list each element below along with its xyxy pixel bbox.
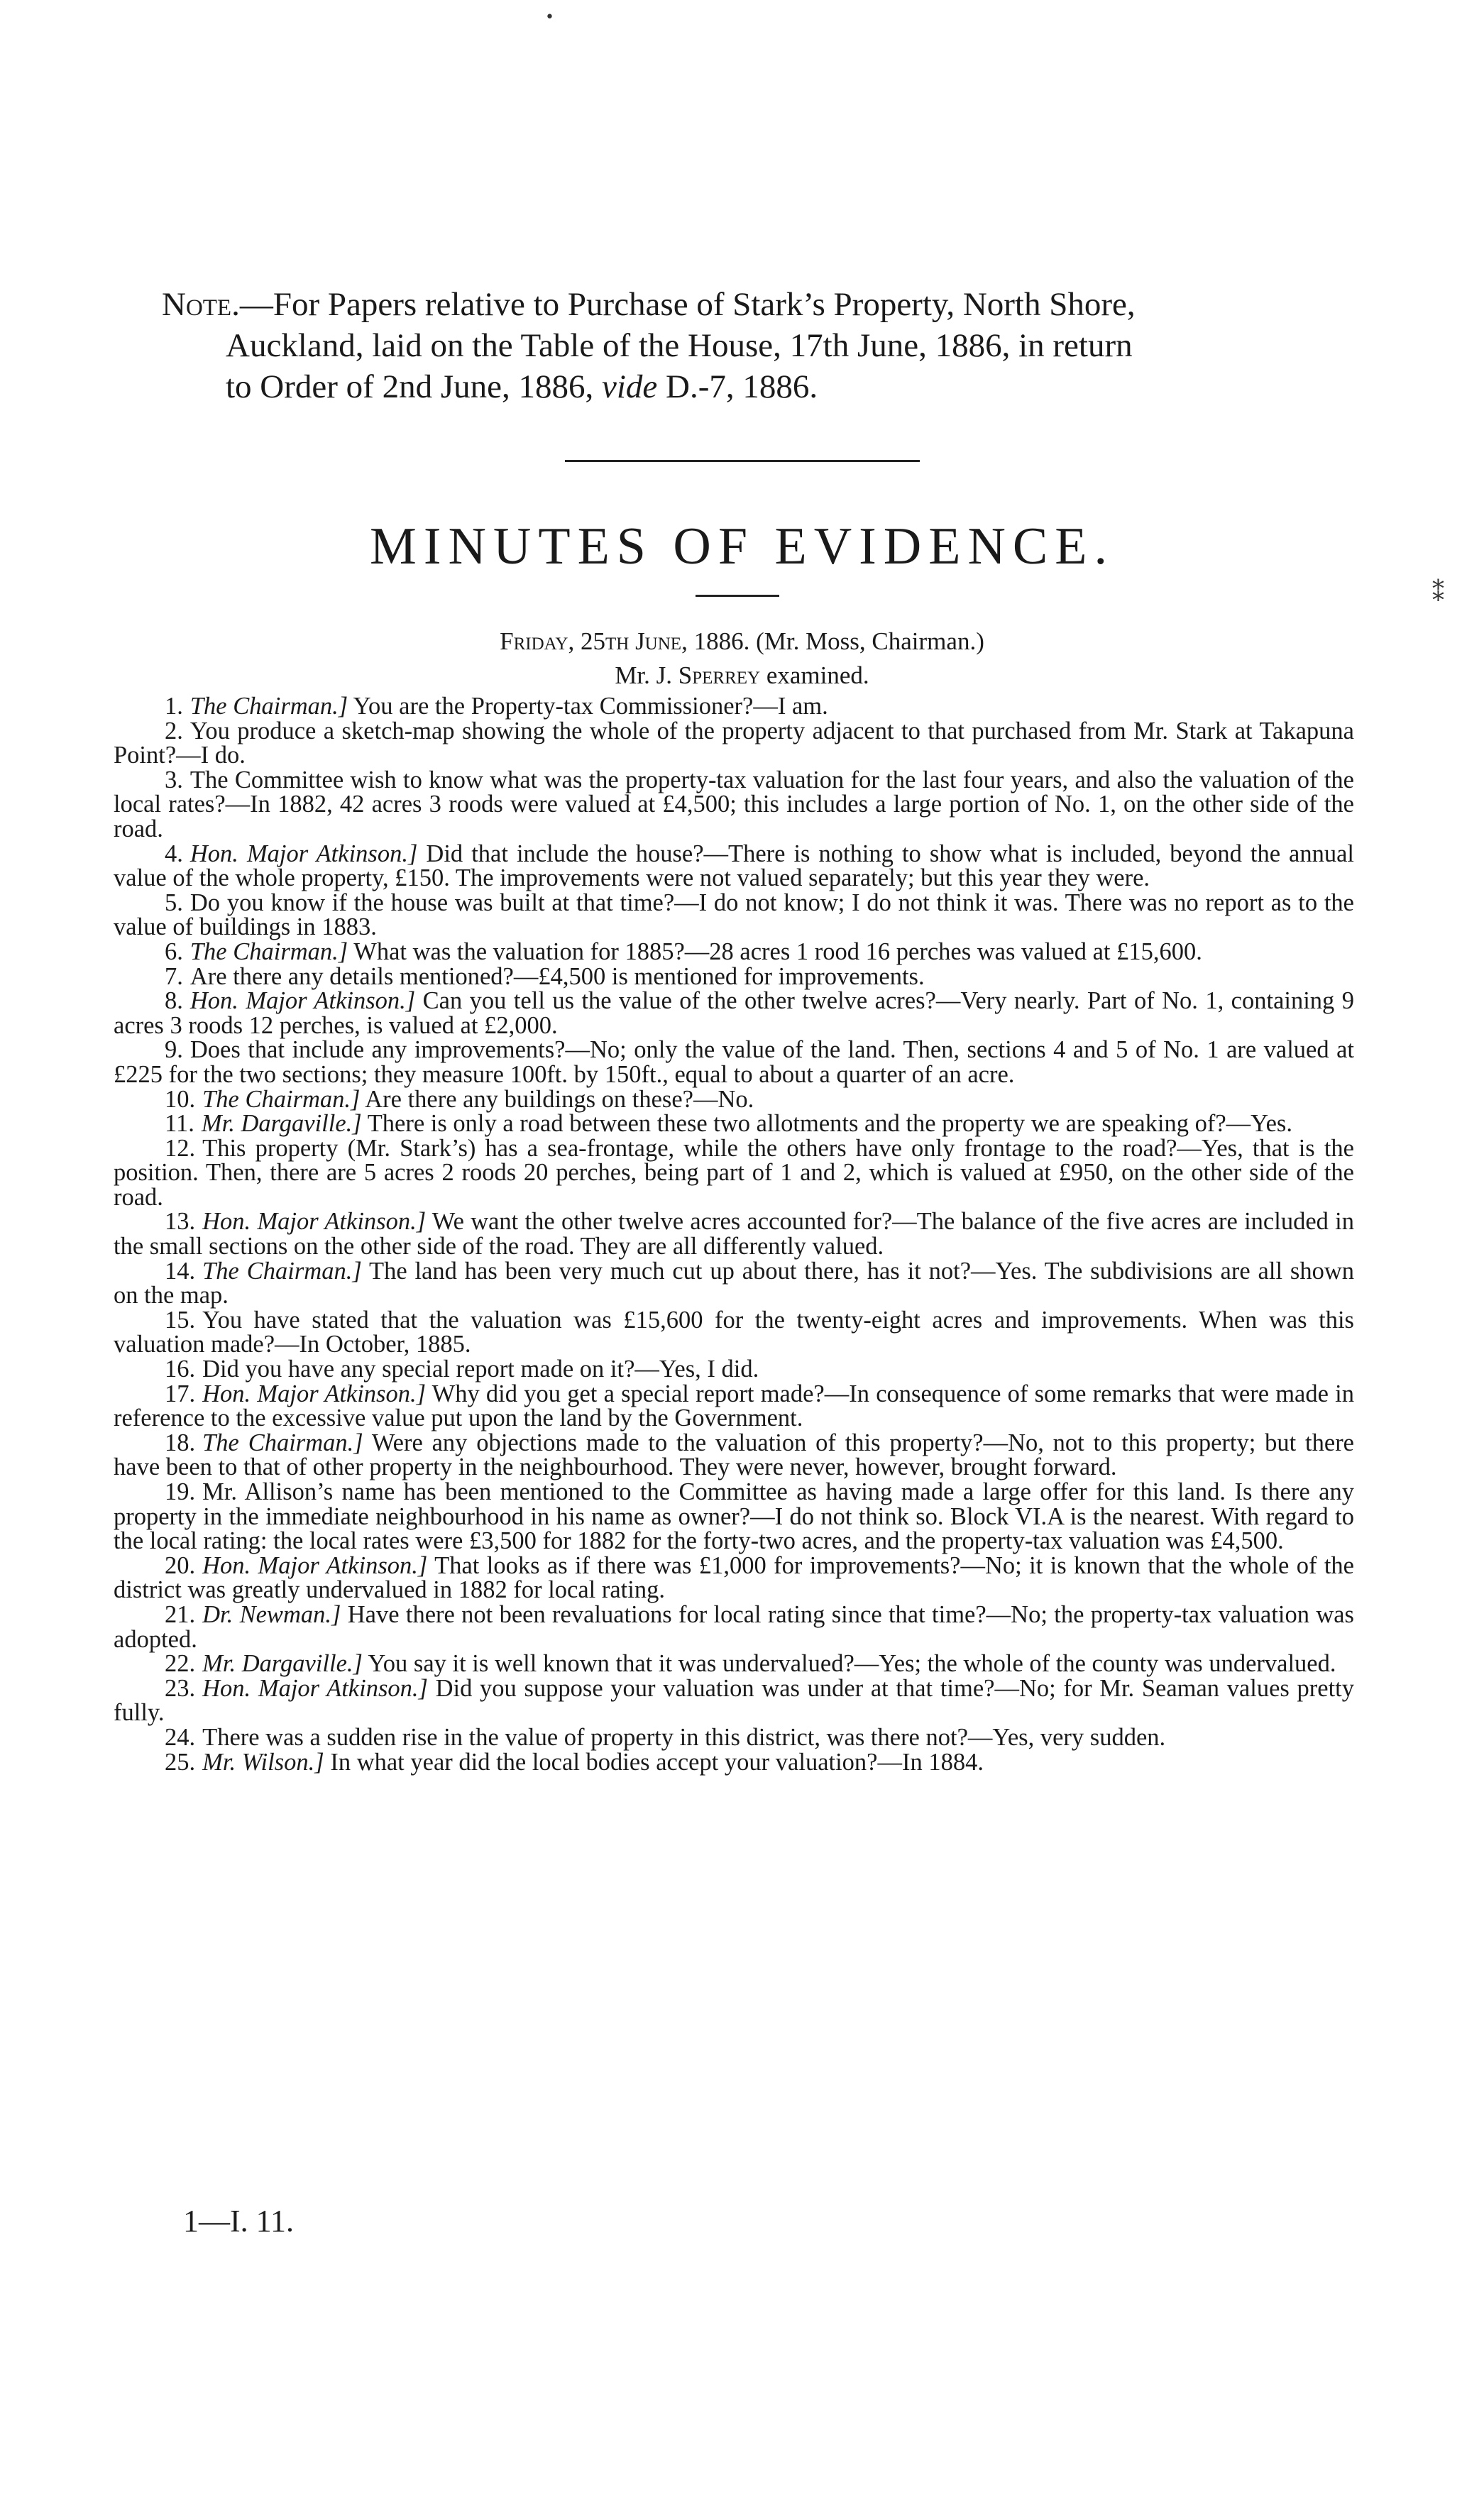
question-number: 1. xyxy=(165,693,183,720)
note-label: Note. xyxy=(162,286,240,323)
question-paragraph xyxy=(114,1209,1354,1258)
question-text: The Committee wish to know what was the property-tax valuation for the last four years, and also the valuation of the local rates?—In 1882, 42 acres 3 roods were valued at £4,500; this includes a large portion of No. 1, on the other side of the road. xyxy=(114,766,1354,842)
speaker: The Chairman.] xyxy=(189,693,348,720)
question-number: 7. xyxy=(165,962,183,990)
question-paragraph xyxy=(114,891,1354,940)
question-text: We want the other twelve acres accounted for?—The balance of the five acres are included in the small sections on the other side of the road. They are all differently valued. xyxy=(114,1208,1354,1260)
question-paragraph xyxy=(114,1111,1354,1136)
session-heading: Friday, 25th June, 1886. (Mr. Moss, Chairman.) xyxy=(500,627,984,655)
question-text: This property (Mr. Stark’s) has a sea-frontage, while the others have only frontage to the road?—Yes, that is the position. Then, there are 5 acres 2 roods 20 perches, being part of 1 and 2, which is valued at £950, on the other side of the road. xyxy=(114,1134,1354,1211)
question-text: The land has been very much cut up about there, has it not?—Yes. The subdivisions are all shown on the map. xyxy=(114,1257,1354,1309)
question-text: Did that include the house?—There is nothing to show what is included, beyond the annual value of the whole property, £150. The improvements were not valued separately; but this year they were. xyxy=(114,840,1354,892)
speaker: Mr. Dargaville.] xyxy=(201,1110,362,1138)
question-number: 19. xyxy=(165,1478,196,1505)
speaker: The Chairman.] xyxy=(202,1429,363,1456)
question-text: Did you have any special report made on it?—Yes, I did. xyxy=(202,1356,759,1383)
question-paragraph xyxy=(114,1357,1354,1382)
question-paragraph xyxy=(114,1038,1354,1087)
title-underline-rule xyxy=(696,595,779,597)
question-paragraph xyxy=(114,719,1354,768)
question-text: That looks as if there was £1,000 for improvements?—No; it is known that the whole of the district was greatly undervalued in 1882 for local rating. xyxy=(114,1551,1354,1604)
speaker: Hon. Major Atkinson.] xyxy=(202,1551,428,1579)
note-line-1: Note.—For Papers relative to Purchase of Stark’s Property, North Shore, xyxy=(162,286,1136,323)
folio-number: 1—I. 11. xyxy=(183,2204,295,2238)
speaker: The Chairman.] xyxy=(202,1257,362,1285)
question-text: What was the valuation for 1885?—28 acres 1 rood 16 perches was valued at £15,600. xyxy=(348,938,1202,965)
question-text: Mr. Allison’s name has been mentioned to the Committee as having made a large offer for this land. Is there any property in the immediate neighbourhood in his name as owner?—I do not think so. Block VI.A is the nearest. With regard to the local rating: the local rates were £3,500 for 1882 for the forty-two acres, and the property-tax valuation was £4,500. xyxy=(114,1478,1354,1555)
question-number: 13. xyxy=(165,1208,196,1236)
note-line-3: to Order of 2nd June, 1886, vide D.-7, 1886. xyxy=(226,368,818,405)
question-paragraph xyxy=(114,1259,1354,1308)
speaker: Mr. Wilson.] xyxy=(202,1748,324,1776)
question-number: 3. xyxy=(165,766,183,793)
question-paragraph xyxy=(114,1600,1354,1653)
question-paragraph xyxy=(114,940,1354,965)
question-number: 24. xyxy=(165,1723,196,1751)
question-number: 25. xyxy=(165,1748,196,1776)
question-text: Does that include any improvements?—No; only the value of the land. Then, sections 4 and 5 of No. 1 are valued at £225 for the two sections; they measure 100ft. by 150ft., equal to about a quarter of an acre. xyxy=(114,1036,1354,1088)
speaker: Hon. Major Atkinson.] xyxy=(189,840,418,867)
question-paragraph xyxy=(114,962,1354,990)
question-number: 17. xyxy=(165,1380,196,1407)
note-vide: vide xyxy=(601,368,658,405)
top-speck-mark: • xyxy=(545,9,554,26)
question-paragraph xyxy=(114,1725,1354,1750)
question-text: Are there any buildings on these?—No. xyxy=(360,1085,754,1113)
question-paragraph xyxy=(114,989,1354,1038)
speaker: The Chairman.] xyxy=(202,1085,361,1113)
question-paragraph xyxy=(114,1431,1354,1480)
question-paragraph xyxy=(114,1652,1354,1676)
question-text: You have stated that the valuation was £15,600 for the twenty-eight acres and improvements. When was this valuation made?—In October, 1885. xyxy=(114,1306,1354,1358)
question-number: 18. xyxy=(165,1429,196,1456)
question-number: 8. xyxy=(165,987,183,1015)
question-number: 15. xyxy=(165,1306,196,1334)
question-paragraph xyxy=(114,1750,1354,1775)
speaker: Hon. Major Atkinson.] xyxy=(189,987,416,1015)
question-text: You are the Property-tax Commissioner?—I am. xyxy=(348,693,828,720)
speaker: The Chairman.] xyxy=(189,938,348,965)
question-paragraph xyxy=(114,768,1354,842)
page-title: MINUTES OF EVIDENCE. xyxy=(370,517,1114,576)
question-number: 20. xyxy=(165,1551,196,1579)
question-paragraph xyxy=(114,1308,1354,1357)
question-number: 14. xyxy=(165,1257,196,1285)
question-paragraph xyxy=(114,1136,1354,1210)
question-text: Can you tell us the value of the other twelve acres?—Very nearly. Part of No. 1, containing 9 acres 3 roods 12 perches, is valued at £2,000. xyxy=(114,987,1354,1039)
question-number: 2. xyxy=(165,717,183,744)
question-number: 12. xyxy=(165,1134,196,1162)
question-text: There was a sudden rise in the value of property in this district, was there not?—Yes, very sudden. xyxy=(202,1723,1166,1751)
question-number: 6. xyxy=(165,938,183,965)
question-text: Have there not been revaluations for local rating since that time?—No; the property-tax valuation was adopted. xyxy=(114,1600,1354,1653)
question-number: 9. xyxy=(165,1036,183,1064)
question-paragraph xyxy=(114,842,1354,891)
question-text: Do you know if the house was built at that time?—I do not know; I do not think it was. There was no report as to the value of buildings in 1883. xyxy=(114,889,1354,941)
speaker: Hon. Major Atkinson.] xyxy=(202,1380,427,1407)
speaker: Mr. Dargaville.] xyxy=(202,1650,363,1678)
witness-name: Sperrey xyxy=(678,661,761,689)
question-text: There is only a road between these two allotments and the property we are speaking of?—Yes. xyxy=(361,1110,1292,1138)
speaker: Hon. Major Atkinson.] xyxy=(202,1674,428,1702)
question-paragraph xyxy=(114,1087,1354,1112)
question-text: Are there any details mentioned?—£4,500 is mentioned for improvements. xyxy=(189,962,925,990)
question-paragraph xyxy=(114,1480,1354,1554)
evidence-body xyxy=(114,694,1354,1774)
margin-speck-mark: ⁑ xyxy=(1432,579,1444,608)
question-number: 4. xyxy=(165,840,183,867)
witness-heading: Mr. J. Sperrey examined. xyxy=(615,661,869,689)
question-number: 5. xyxy=(165,889,183,916)
note-paragraph xyxy=(162,284,1354,407)
question-number: 23. xyxy=(165,1674,196,1702)
question-text: Why did you get a special report made?—In consequence of some remarks that were made in reference to the excessive value put upon the land by the Government. xyxy=(114,1380,1354,1432)
question-number: 10. xyxy=(165,1085,196,1113)
speaker: Dr. Newman.] xyxy=(202,1600,341,1628)
question-number: 22. xyxy=(165,1650,196,1678)
note-line-2: Auckland, laid on the Table of the House, 17th June, 1886, in return xyxy=(226,327,1133,364)
question-number: 11. xyxy=(165,1110,194,1138)
question-paragraph xyxy=(114,1382,1354,1431)
question-number: 16. xyxy=(165,1356,196,1383)
question-text: You produce a sketch-map showing the whole of the property adjacent to that purchased from Mr. Stark at Takapuna Point?—I do. xyxy=(114,717,1354,769)
question-paragraph xyxy=(114,1676,1354,1725)
question-text: Were any objections made to the valuation of this property?—No, not to this property; but there have been to that of other property in the neighbourhood. They were never, however, brought forward. xyxy=(114,1429,1354,1481)
question-text: In what year did the local bodies accept your valuation?—In 1884. xyxy=(324,1748,984,1776)
speaker: Hon. Major Atkinson.] xyxy=(202,1208,427,1236)
question-text: You say it is well known that it was undervalued?—Yes; the whole of the county was undervalued. xyxy=(362,1650,1336,1678)
question-number: 21. xyxy=(165,1600,196,1628)
separator-rule xyxy=(565,460,920,462)
question-paragraph xyxy=(114,1551,1354,1604)
note-reference: D.-7, 1886. xyxy=(666,368,818,405)
question-paragraph xyxy=(114,694,1354,719)
question-text: Did you suppose your valuation was under at that time?—No; for Mr. Seaman values pretty fully. xyxy=(114,1674,1355,1727)
